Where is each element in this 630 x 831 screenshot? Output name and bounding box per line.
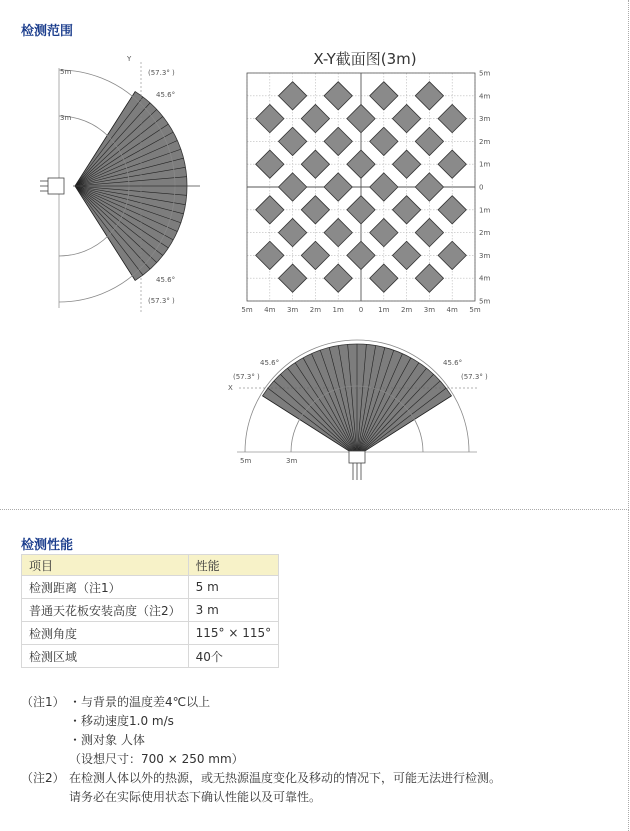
table-row xyxy=(22,645,279,668)
detection-zone xyxy=(278,264,306,292)
grid-x-label: 3m xyxy=(286,306,299,314)
detection-zone xyxy=(370,173,398,201)
detection-zone xyxy=(438,104,466,132)
note-1-line: （设想尺寸：700 × 250 mm） xyxy=(69,752,244,766)
sensor-body-front xyxy=(349,451,365,463)
detection-zone xyxy=(370,82,398,110)
note-1-line: ・与背景的温度差4℃以上 xyxy=(69,695,211,709)
detection-zone xyxy=(301,104,329,132)
detection-zone xyxy=(438,150,466,178)
side-view-diagram xyxy=(35,50,225,315)
front-rays xyxy=(263,344,452,456)
table-row xyxy=(22,576,279,599)
front-angle-left-inner: 45.6° xyxy=(260,359,280,367)
grid-x-label: 2m xyxy=(400,306,413,314)
detection-zone xyxy=(324,82,352,110)
front-view-diagram xyxy=(225,330,495,490)
grid-y-label: 5m xyxy=(479,69,491,78)
side-angle-top-outer: (57.3° ) xyxy=(148,69,175,77)
note-1-line: ・测对象 人体 xyxy=(69,733,145,747)
grid-y-labels xyxy=(479,70,490,306)
side-angle-bot-outer: (57.3° ) xyxy=(148,297,175,305)
detection-zone xyxy=(392,150,420,178)
detection-zone xyxy=(324,173,352,201)
grid-y-label: 5m xyxy=(479,297,491,306)
front-label-5m: 5m xyxy=(240,457,252,465)
grid-x-label: 1m xyxy=(378,306,390,314)
side-angle-top-inner: 45.6° xyxy=(156,91,176,99)
detection-zone xyxy=(278,173,306,201)
front-label-3m: 3m xyxy=(286,457,298,465)
table-row xyxy=(22,622,279,645)
grid-y-label: 1m xyxy=(479,206,491,215)
grid-x-label: 4m xyxy=(264,306,276,314)
table-cell: 检测角度 xyxy=(22,622,189,645)
detection-zone xyxy=(301,150,329,178)
grid-y-label: 2m xyxy=(479,229,491,238)
grid-title: X-Y截面图(3m) xyxy=(313,50,417,68)
detection-zone xyxy=(370,127,398,155)
detection-zone xyxy=(415,82,443,110)
detection-zone xyxy=(324,264,352,292)
detection-zone xyxy=(392,241,420,269)
detection-zone xyxy=(392,104,420,132)
grid-y-label: 3m xyxy=(479,251,491,260)
table-cell: 115° × 115° xyxy=(188,622,279,645)
table-cell: 40个 xyxy=(188,645,279,668)
grid-y-label: 3m xyxy=(479,115,491,124)
detection-zone xyxy=(256,196,284,224)
table-header: 性能 xyxy=(188,555,279,576)
table-cell: 普通天花板安装高度（注2） xyxy=(22,599,189,622)
detection-zone xyxy=(438,241,466,269)
detection-zone xyxy=(301,196,329,224)
front-angle-right-inner: 45.6° xyxy=(443,359,463,367)
grid-y-label: 1m xyxy=(479,160,491,169)
detection-zone xyxy=(256,150,284,178)
note-1-key: （注1） xyxy=(21,695,65,709)
detection-zone xyxy=(370,264,398,292)
grid-x-labels xyxy=(241,306,480,314)
grid-y-label: 4m xyxy=(479,92,491,101)
note-1 xyxy=(21,693,501,769)
grid-x-label: 5m xyxy=(241,306,253,314)
grid-x-label: 1m xyxy=(332,306,344,314)
detection-zone xyxy=(438,196,466,224)
section-title-range: 检测范围 xyxy=(21,24,74,39)
table-cell: 检测区域 xyxy=(22,645,189,668)
detection-zone xyxy=(370,218,398,246)
detection-zone xyxy=(256,104,284,132)
detection-zone xyxy=(278,218,306,246)
section-title-performance: 检测性能 xyxy=(21,538,74,553)
detection-zone xyxy=(347,196,375,224)
detection-zone xyxy=(347,241,375,269)
table-cell: 检测距离（注1） xyxy=(22,576,189,599)
spec-table xyxy=(21,554,279,668)
detection-zone xyxy=(347,104,375,132)
detection-zone xyxy=(415,127,443,155)
grid-x-label: 4m xyxy=(446,306,458,314)
note-2-line: 在检测人体以外的热源，或无热源温度变化及移动的情况下，可能无法进行检测。 xyxy=(69,771,502,785)
front-label-x: X xyxy=(228,384,233,392)
note-2 xyxy=(21,769,501,807)
grid-x-label: 0 xyxy=(358,306,364,314)
notes xyxy=(21,693,501,807)
table-header-row xyxy=(22,555,279,576)
detection-zone xyxy=(324,127,352,155)
detection-zone xyxy=(415,173,443,201)
table-header: 项目 xyxy=(22,555,189,576)
side-label-5m: 5m xyxy=(60,68,72,76)
note-2-key: （注2） xyxy=(21,771,65,785)
grid-y-label: 0 xyxy=(479,183,484,192)
table-row xyxy=(22,599,279,622)
grid-y-label: 4m xyxy=(479,274,491,283)
detection-zone xyxy=(278,82,306,110)
side-label-y: Y xyxy=(127,55,132,63)
side-label-3m: 3m xyxy=(60,114,72,122)
detection-zone xyxy=(278,127,306,155)
detection-zone xyxy=(415,218,443,246)
grid-y-label: 2m xyxy=(479,137,491,146)
note-2-line: 请务必在实际使用状态下确认性能以及可靠性。 xyxy=(69,790,322,804)
xy-grid-diagram xyxy=(235,40,495,320)
detection-zone xyxy=(301,241,329,269)
grid-x-label: 2m xyxy=(309,306,322,314)
note-1-line: ・移动速度1.0 m/s xyxy=(69,714,174,728)
grid-x-label: 3m xyxy=(423,306,436,314)
detection-zone xyxy=(392,196,420,224)
detection-zone xyxy=(324,218,352,246)
grid-x-label: 5m xyxy=(469,306,481,314)
front-angle-left-outer: (57.3° ) xyxy=(233,373,260,381)
table-cell: 5 m xyxy=(188,576,279,599)
detection-zone xyxy=(347,150,375,178)
table-cell: 3 m xyxy=(188,599,279,622)
side-angle-bot-inner: 45.6° xyxy=(156,276,176,284)
sensor-body-side xyxy=(48,178,64,194)
detection-zone xyxy=(415,264,443,292)
front-angle-right-outer: (57.3° ) xyxy=(461,373,488,381)
detection-zone xyxy=(256,241,284,269)
